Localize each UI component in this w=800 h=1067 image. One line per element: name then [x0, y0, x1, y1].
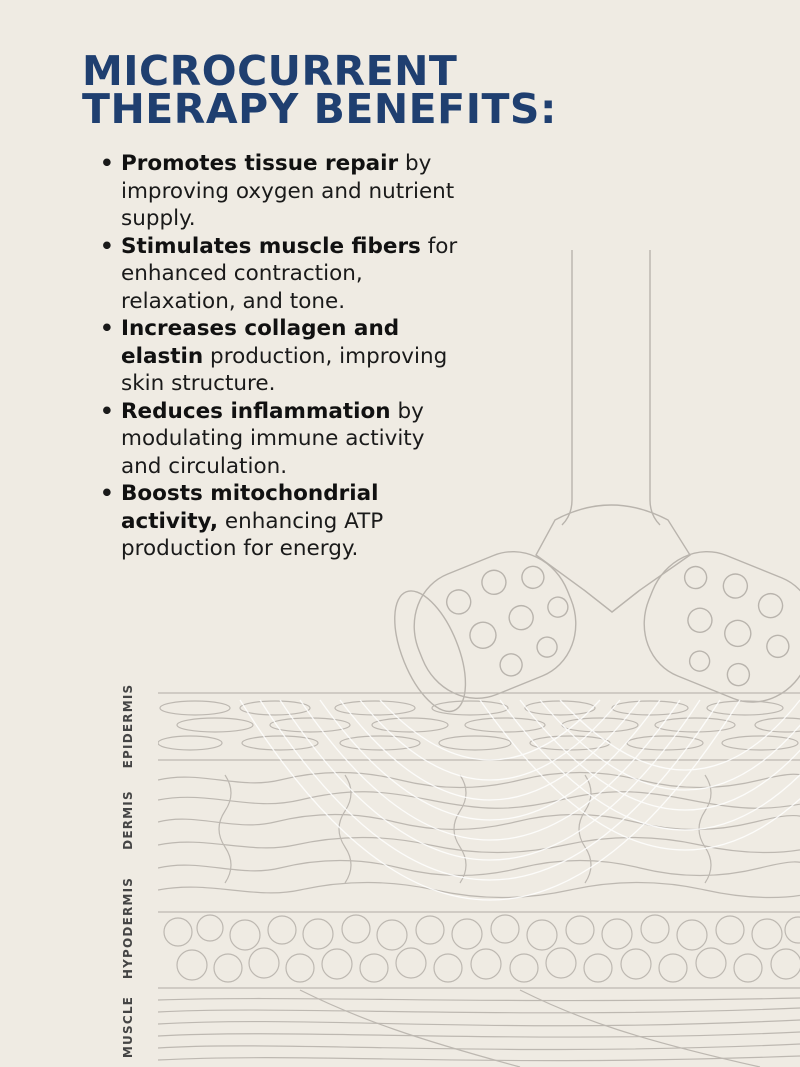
layer-label-hypodermis: HYPODERMIS — [121, 876, 135, 980]
benefit-item — [100, 150, 460, 233]
benefit-bold: Promotes tissue repair — [121, 151, 399, 176]
benefit-text: for enhanced contraction, relaxation, and tone. — [121, 233, 458, 314]
benefit-bold: Increases collagen and elastin — [121, 316, 400, 369]
benefit-text: production, improving skin structure. — [121, 343, 448, 396]
bullet-icon: • — [100, 481, 114, 506]
layer-label-muscle: MUSCLE — [121, 995, 135, 1059]
benefit-bold: Reduces inflammation — [121, 398, 391, 424]
benefit-item — [100, 398, 460, 481]
layer-label-dermis: DERMIS — [121, 790, 135, 850]
benefit-bold: Stimulates muscle fibers — [121, 233, 421, 259]
bullet-icon: • — [100, 151, 114, 176]
benefits-list — [100, 150, 460, 563]
title-line-2: THERAPY BENEFITS: — [82, 85, 557, 133]
page-title — [82, 47, 557, 133]
bullet-icon: • — [100, 398, 114, 424]
benefit-item — [100, 315, 460, 398]
benefit-text: by modulating immune activity and circulation. — [121, 398, 425, 479]
benefit-item — [100, 233, 460, 316]
benefit-bold: Boosts mitochondrial activity, — [121, 481, 379, 534]
benefit-text: by improving oxygen and nutrient supply. — [121, 151, 455, 231]
benefit-text: enhancing ATP production for energy. — [121, 508, 384, 561]
title-line-1: MICROCURRENT — [82, 47, 458, 95]
skin-layers-diagram — [158, 693, 800, 1067]
benefit-item — [100, 480, 460, 563]
layer-label-epidermis: EPIDERMIS — [121, 683, 135, 769]
bullet-icon: • — [100, 316, 114, 341]
bullet-icon: • — [100, 233, 114, 259]
